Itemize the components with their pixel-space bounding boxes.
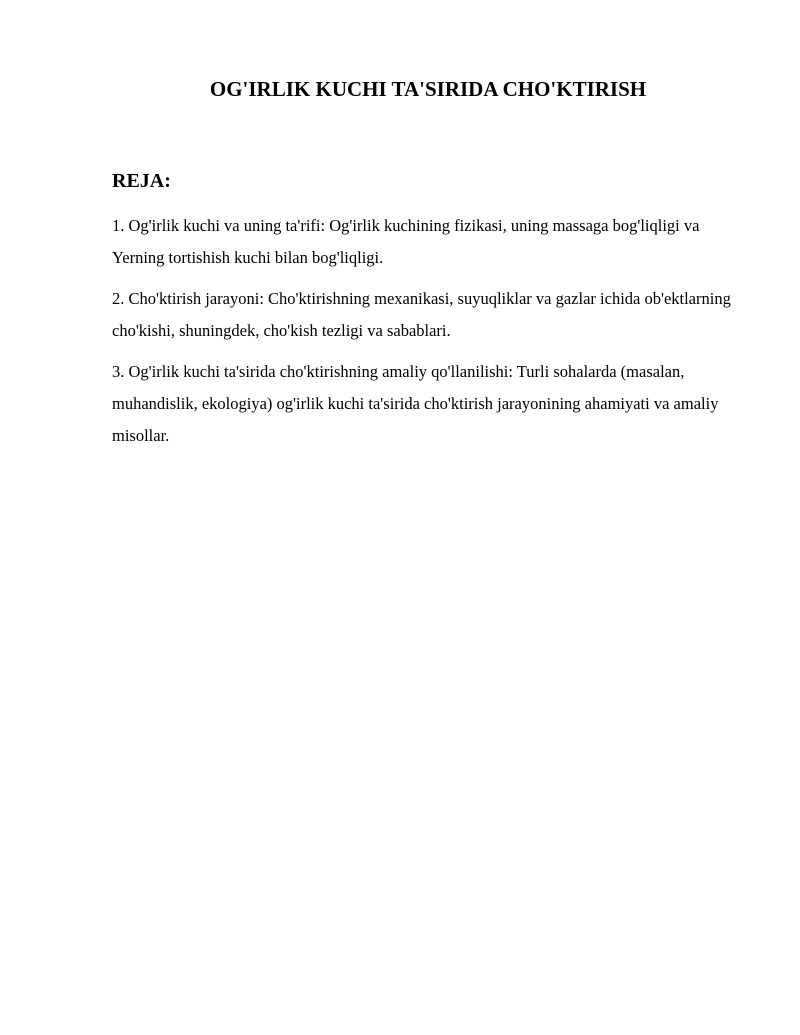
plan-heading: REJA: xyxy=(112,170,171,192)
plan-item-3: 3. Og'irlik kuchi ta'sirida cho'ktirishning amaliy qo'llanilishi: Turli sohalarda (masalan, muhandislik, ekologiya) og'irlik kuchi ta'sirida cho'ktirish jarayonining ahamiyati va amaliy misollar. xyxy=(112,362,719,445)
plan-item-1: 1. Og'irlik kuchi va uning ta'rifi: Og'irlik kuchining fizikasi, uning massaga bog'liqligi va Yerning tortishish kuchi bilan bog'liqligi. xyxy=(112,216,700,267)
plan-list xyxy=(112,210,752,461)
plan-item-2: 2. Cho'ktirish jarayoni: Cho'ktirishning mexanikasi, suyuqliklar va gazlar ichida ob'ektlarning cho'kishi, shuningdek, cho'kish tezligi va sabablari. xyxy=(112,289,731,340)
document-title: OG'IRLIK KUCHI TA'SIRIDA CHO'KTIRISH xyxy=(209,77,647,101)
